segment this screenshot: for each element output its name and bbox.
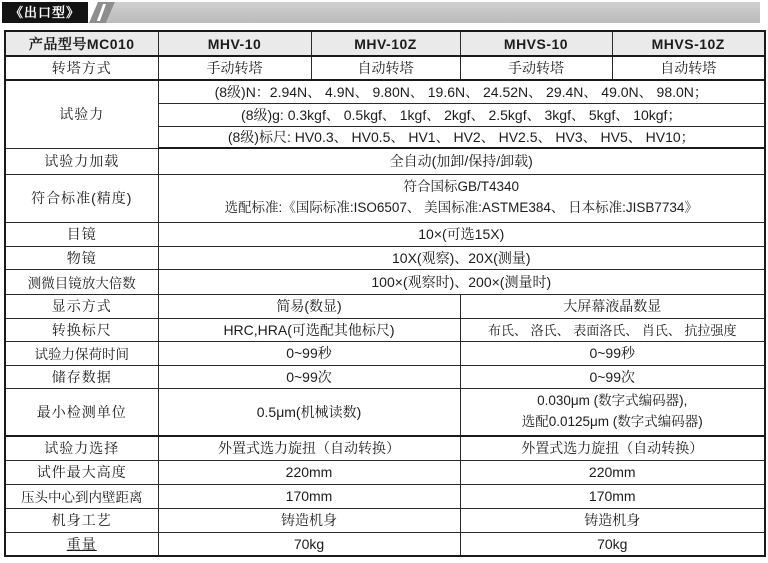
spec-value: (8级)g: 0.3kgf、 0.5kgf、 1kgf、 2kgf、 2.5kgf、 3kgf、 5kgf、 10kgf； bbox=[158, 103, 765, 126]
spec-label: 显示方式 bbox=[5, 294, 158, 318]
row-display bbox=[5, 294, 765, 318]
spec-value: 自动转塔 bbox=[612, 56, 765, 80]
spec-value: 0.5μm(机械读数) bbox=[158, 388, 460, 436]
standards-line2: 选配标准:《国际标准:ISO6507、 美国标准:ASTME384、 日本标准:JISB7734》 bbox=[224, 200, 698, 215]
export-type-tab: 《出口型》 bbox=[2, 2, 88, 23]
spec-value: 170mm bbox=[460, 484, 765, 508]
spec-value: 220mm bbox=[460, 460, 765, 484]
spec-value: 70kg bbox=[460, 532, 765, 556]
spec-value: 170mm bbox=[158, 484, 460, 508]
spec-value: 全自动(加卸/保持/卸载) bbox=[158, 148, 765, 174]
row-max-height bbox=[5, 460, 765, 484]
spec-value: 外置式选力旋扭（自动转换） bbox=[460, 436, 765, 460]
spec-label: 试验力选择 bbox=[5, 436, 158, 460]
row-eyepiece bbox=[5, 222, 765, 246]
row-weight bbox=[5, 532, 765, 556]
spec-label: 试验力加载 bbox=[5, 148, 158, 174]
model-header-mhv10z: MHV-10Z bbox=[311, 31, 460, 56]
min-unit-line2: 选配0.0125μm (数字式编码器) bbox=[521, 413, 703, 429]
spec-label: 试验力保荷时间 bbox=[5, 341, 158, 365]
spec-label: 最小检测单位 bbox=[5, 388, 158, 436]
spec-value: 手动转塔 bbox=[460, 56, 612, 80]
row-force-loading bbox=[5, 148, 765, 174]
spec-label: 转换标尺 bbox=[5, 318, 158, 341]
row-magnification bbox=[5, 269, 765, 294]
spec-value: 220mm bbox=[158, 460, 460, 484]
spec-value: 0~99秒 bbox=[158, 341, 460, 365]
spec-label: 目镜 bbox=[5, 222, 158, 246]
spec-value: 铸造机身 bbox=[158, 508, 460, 532]
row-body-craft bbox=[5, 508, 765, 532]
spec-value: 手动转塔 bbox=[158, 56, 311, 80]
row-dwell bbox=[5, 341, 765, 365]
row-force-select bbox=[5, 436, 765, 460]
spec-label: 试件最大高度 bbox=[5, 460, 158, 484]
spec-label: 机身工艺 bbox=[5, 508, 158, 532]
standards-line1: 符合国标GB/T4340 bbox=[403, 179, 520, 195]
row-storage bbox=[5, 365, 765, 388]
row-standards bbox=[5, 174, 765, 222]
min-unit-line1: 0.030μm (数字式编码器), bbox=[537, 392, 688, 408]
row-test-force-n bbox=[5, 80, 765, 103]
spec-value: 0~99秒 bbox=[460, 341, 765, 365]
spec-value: 70kg bbox=[158, 532, 460, 556]
spec-value: 10X(观察)、20X(测量) bbox=[158, 246, 765, 269]
spec-value: (8级)N：2.94N、 4.9N、 9.80N、 19.6N、 24.52N、 29.4N、 49.0N、 98.0N； bbox=[158, 80, 765, 103]
product-model-header: 产品型号MC010 bbox=[5, 31, 158, 56]
row-turret bbox=[5, 56, 765, 80]
spec-value: (8级)标尺: HV0.3、 HV0.5、 HV1、 HV2、 HV2.5、 HV3、 HV5、 HV10； bbox=[158, 126, 765, 148]
spec-label: 重量 bbox=[5, 532, 158, 556]
row-objective bbox=[5, 246, 765, 269]
spec-label: 试验力 bbox=[5, 80, 158, 148]
spec-value bbox=[158, 174, 765, 222]
row-throat-depth bbox=[5, 484, 765, 508]
spec-value: 100×(观察时)、200×(测量时) bbox=[158, 269, 765, 294]
model-header-mhv10: MHV-10 bbox=[158, 31, 311, 56]
spec-label: 测微目镜放大倍数 bbox=[5, 269, 158, 294]
spec-value: HRC,HRA(可选配其他标尺) bbox=[158, 318, 460, 341]
top-strip bbox=[2, 2, 764, 23]
spec-value: 大屏幕液晶数显 bbox=[460, 294, 765, 318]
spec-value: 自动转塔 bbox=[311, 56, 460, 80]
model-header-mhvs10z: MHVS-10Z bbox=[612, 31, 765, 56]
spec-label: 转塔方式 bbox=[5, 56, 158, 80]
spec-value bbox=[460, 388, 765, 436]
spec-value: 简易(数显) bbox=[158, 294, 460, 318]
spec-value: 布氏、 洛氏、 表面洛氏、 肖氏、 抗拉强度 bbox=[460, 318, 765, 341]
spec-label: 压头中心到内壁距离 bbox=[5, 484, 158, 508]
spec-table bbox=[4, 30, 766, 557]
row-min-unit bbox=[5, 388, 765, 436]
spec-label: 符合标准(精度) bbox=[5, 174, 158, 222]
spec-label: 储存数据 bbox=[5, 365, 158, 388]
spec-label: 物镜 bbox=[5, 246, 158, 269]
table-header-row bbox=[5, 31, 765, 56]
spec-value: 10×(可选15X) bbox=[158, 222, 765, 246]
row-conversion bbox=[5, 318, 765, 341]
spec-value: 0~99次 bbox=[158, 365, 460, 388]
spec-value: 外置式选力旋扭（自动转换） bbox=[158, 436, 460, 460]
spec-value: 铸造机身 bbox=[460, 508, 765, 532]
model-header-mhvs10: MHVS-10 bbox=[460, 31, 612, 56]
header-gray-bar bbox=[106, 2, 760, 23]
spec-value: 0~99次 bbox=[460, 365, 765, 388]
